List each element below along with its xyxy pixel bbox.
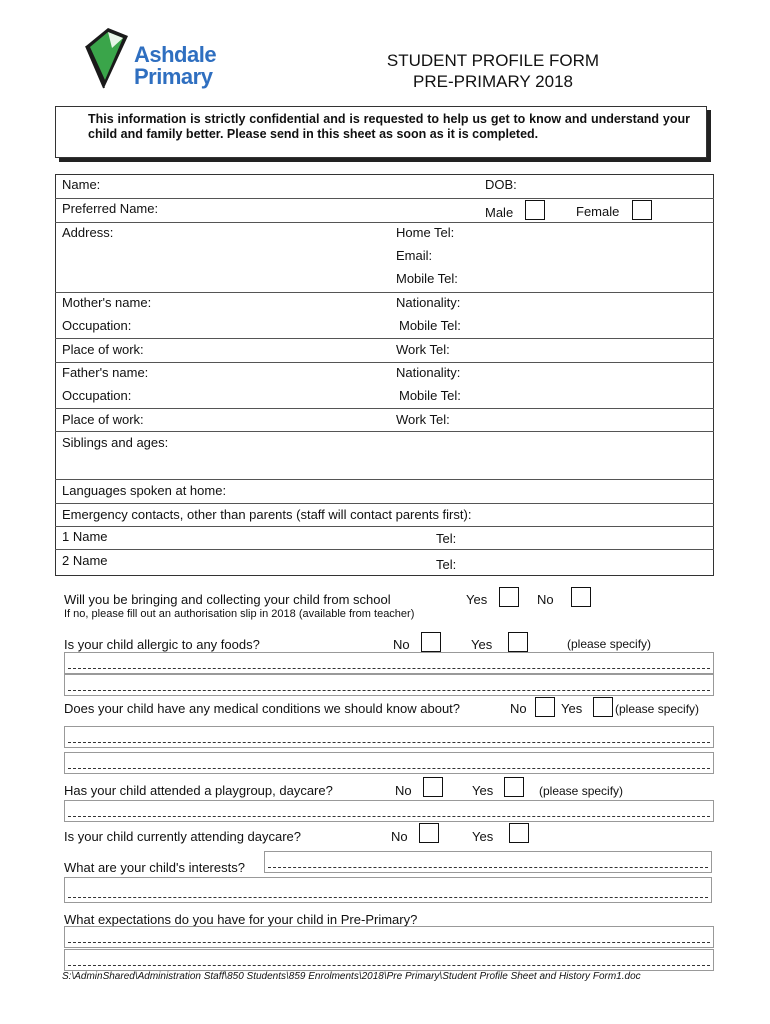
medical-yes-label: Yes (561, 701, 583, 716)
email-label: Email: (396, 248, 433, 263)
dob-label: DOB: (485, 177, 517, 192)
mothers-name-label: Mother's name: (62, 295, 152, 310)
mother-work-tel-label: Work Tel: (396, 342, 450, 357)
mother-nationality-label: Nationality: (396, 295, 461, 310)
male-label: Male (485, 205, 514, 220)
mobile-tel-label: Mobile Tel: (396, 271, 458, 286)
female-label: Female (576, 204, 620, 219)
row-divider (55, 292, 714, 293)
father-nationality-label: Nationality: (396, 365, 461, 380)
playgroup-please-specify: (please specify) (539, 784, 624, 798)
bringing-question: Will you be bringing and collecting your child from school (64, 592, 391, 607)
form-title: STUDENT PROFILE FORM (386, 51, 600, 70)
file-path-footer: S:\AdminShared\Administration Staff\850 Students\859 Enrolments\2018\Pre Primary\Student Profile Sheet and History Form1.doc (62, 971, 641, 982)
daycare-no-checkbox[interactable] (419, 823, 439, 843)
medical-answer-line1[interactable] (64, 726, 714, 748)
expectations-answer-line1[interactable] (64, 926, 714, 948)
expectations-question: What expectations do you have for your child in Pre-Primary? (64, 912, 418, 927)
languages-label: Languages spoken at home: (62, 483, 227, 498)
daycare-no-label: No (391, 829, 408, 844)
playgroup-no-checkbox[interactable] (423, 777, 443, 797)
father-work-tel-label: Work Tel: (396, 412, 450, 427)
row-divider (55, 338, 714, 339)
medical-please-specify: (please specify) (615, 702, 700, 716)
row-divider (55, 408, 714, 409)
interests-question: What are your child's interests? (64, 860, 245, 875)
row-divider (55, 362, 714, 363)
allergic-no-label: No (393, 637, 410, 652)
preferred-name-label: Preferred Name: (62, 201, 159, 216)
row-divider (55, 503, 714, 504)
row-divider (55, 479, 714, 480)
medical-no-label: No (510, 701, 527, 716)
mother-occupation-label: Occupation: (62, 318, 132, 333)
female-checkbox[interactable] (632, 200, 652, 220)
daycare-yes-checkbox[interactable] (509, 823, 529, 843)
medical-no-checkbox[interactable] (535, 697, 555, 717)
confidential-notice (55, 106, 707, 158)
allergic-no-checkbox[interactable] (421, 632, 441, 652)
allergic-please-specify: (please specify) (567, 637, 652, 651)
medical-question: Does your child have any medical conditions we should know about? (64, 701, 461, 716)
bringing-no-checkbox[interactable] (571, 587, 591, 607)
father-occupation-label: Occupation: (62, 388, 132, 403)
allergic-yes-checkbox[interactable] (508, 632, 528, 652)
daycare-question: Is your child currently attending daycare? (64, 829, 302, 844)
bringing-note: If no, please fill out an authorisation slip in 2018 (available from teacher) (64, 608, 415, 620)
playgroup-answer-line[interactable] (64, 800, 714, 822)
row-divider (55, 431, 714, 432)
playgroup-yes-label: Yes (472, 783, 494, 798)
mother-place-of-work-label: Place of work: (62, 342, 144, 357)
bringing-yes-checkbox[interactable] (499, 587, 519, 607)
form-subtitle: PRE-PRIMARY 2018 (413, 72, 573, 91)
emergency-tel1-label: Tel: (436, 531, 457, 546)
interests-answer-inline[interactable] (264, 851, 712, 873)
row-divider (55, 222, 714, 223)
medical-answer-line2[interactable] (64, 752, 714, 774)
allergic-question: Is your child allergic to any foods? (64, 637, 260, 652)
row-divider (55, 549, 714, 550)
emergency-name1-label: 1 Name (62, 529, 108, 544)
address-label: Address: (62, 225, 114, 240)
name-label: Name: (62, 177, 101, 192)
bringing-yes-label: Yes (466, 592, 488, 607)
playgroup-no-label: No (395, 783, 412, 798)
emergency-tel2-label: Tel: (436, 557, 457, 572)
notice-text: This information is strictly confidential and is requested to help us get to know and understand your child and family better. Please send in this sheet as soon as it is completed. (88, 112, 690, 141)
mother-mobile-tel-label: Mobile Tel: (399, 318, 461, 333)
row-divider (55, 526, 714, 527)
emergency-contacts-label: Emergency contacts, other than parents (staff will contact parents first): (62, 507, 472, 522)
father-place-of-work-label: Place of work: (62, 412, 144, 427)
school-logo (78, 26, 228, 92)
father-mobile-tel-label: Mobile Tel: (399, 388, 461, 403)
interests-answer-line[interactable] (64, 877, 712, 903)
playgroup-yes-checkbox[interactable] (504, 777, 524, 797)
allergic-yes-label: Yes (471, 637, 493, 652)
allergic-answer-line2[interactable] (64, 674, 714, 696)
kite-logo-icon (78, 26, 132, 92)
playgroup-question: Has your child attended a playgroup, daycare? (64, 783, 333, 798)
siblings-label: Siblings and ages: (62, 435, 169, 450)
row-divider (55, 198, 714, 199)
school-name-line2: Primary (134, 64, 213, 89)
school-name-line1: Ashdale (134, 42, 217, 67)
male-checkbox[interactable] (525, 200, 545, 220)
expectations-answer-line2[interactable] (64, 949, 714, 971)
fathers-name-label: Father's name: (62, 365, 149, 380)
daycare-yes-label: Yes (472, 829, 494, 844)
home-tel-label: Home Tel: (396, 225, 455, 240)
bringing-no-label: No (537, 592, 554, 607)
allergic-answer-line1[interactable] (64, 652, 714, 674)
emergency-name2-label: 2 Name (62, 553, 108, 568)
medical-yes-checkbox[interactable] (593, 697, 613, 717)
